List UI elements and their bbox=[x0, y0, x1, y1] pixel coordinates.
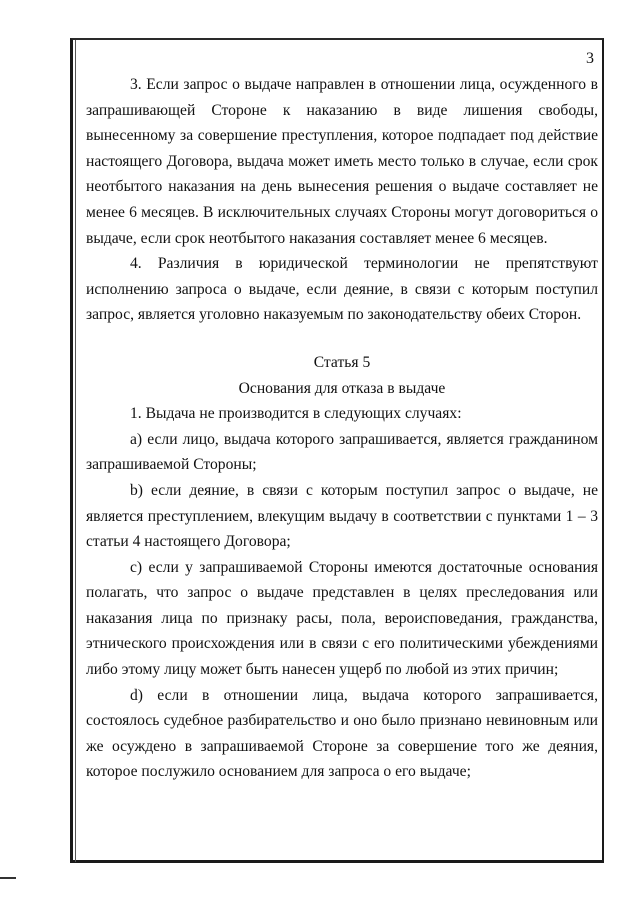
article-title: Основания для отказа в выдаче bbox=[238, 379, 446, 397]
article-number: Статья 5 bbox=[313, 353, 371, 371]
clause-1b: b) если деяние, в связи с которым поступил запрос о выдаче, не является преступлением, влекущим выдачу в соответствии с пунктами 1 – 3 статьи 4 настоящего Договора; bbox=[86, 481, 598, 551]
paragraph-3: 3. Если запрос о выдаче направлен в отношении лица, осужденного в запрашивающей Стороне к наказанию в виде лишения свободы, вынесенному за совершение преступления, которое подпадает под действие настоящего Договора, выдача может иметь место только в случае, если срок неотбытого наказания на день вынесения решения о выдаче составляет не менее 6 месяцев. В исключительных случаях Стороны могут договориться о выдаче, если срок неотбытого наказания составляет менее 6 месяцев. bbox=[86, 76, 598, 247]
clause-1a: a) если лицо, выдача которого запрашивается, является гражданином запрашиваемой Стороны; bbox=[86, 430, 598, 474]
section-gap bbox=[86, 328, 598, 344]
page-number: 3 bbox=[586, 50, 594, 67]
clause-1d: d) если в отношении лица, выдача которого запрашивается, состоялось судебное разбирательство и оно было признано невиновным или же осуждено в запрашиваемой Стороне за совершение того же деяния, которое послужило основанием для запроса о его выдаче; bbox=[86, 686, 598, 781]
page-border-inner-line bbox=[75, 40, 76, 862]
clause-1: 1. Выдача не производится в следующих случаях: bbox=[130, 405, 462, 423]
clause-1c: c) если у запрашиваемой Стороны имеются достаточные основания полагать, что запрос о выдаче представлен в целях преследования или наказания лица по признаку расы, пола, вероисповедания, гражданства, этнического происхождения или в связи с его политическими убеждениями либо этому лицу может быть нанесен ущерб по любой из этих причин; bbox=[86, 558, 598, 679]
document-body bbox=[86, 72, 598, 785]
scan-edge-mark bbox=[0, 877, 16, 879]
paragraph-4: 4. Различия в юридической терминологии не препятствуют исполнению запроса о выдаче, если деяние, в связи с которым поступил запрос, является уголовно наказуемым по законодательству обеих Сторон. bbox=[86, 255, 598, 324]
